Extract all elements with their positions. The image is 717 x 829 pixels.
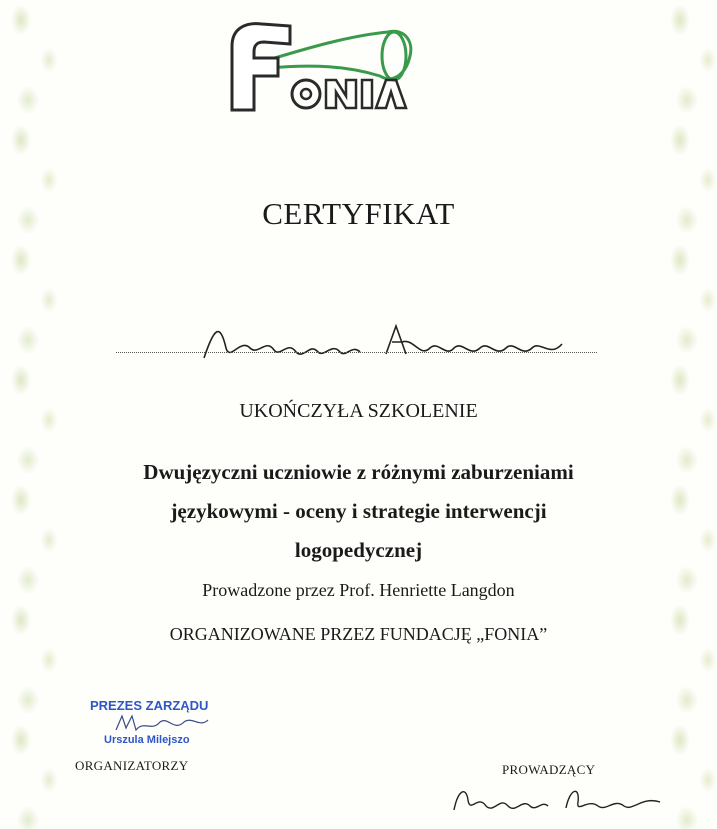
stamp-name: Urszula Milejszo	[104, 734, 190, 746]
leader-signature	[448, 780, 668, 820]
certificate-title: CERTYFIKAT	[262, 196, 455, 231]
president-signature	[112, 712, 212, 736]
course-line: Dwujęzyczni uczniowie z różnymi zaburzeniami	[143, 460, 574, 484]
recipient-signature	[200, 318, 580, 368]
organized-by-text: ORGANIZOWANE PRZEZ FUNDACJĘ „FONIA”	[169, 624, 548, 644]
fonia-logo	[228, 18, 418, 118]
led-by-text: Prowadzone przez Prof. Henriette Langdon	[202, 580, 515, 600]
course-line: językowymi - oceny i strategie interwencji	[170, 499, 547, 523]
organizers-label: ORGANIZATORZY	[75, 758, 189, 773]
president-stamp	[82, 698, 232, 752]
name-dotted-line	[116, 352, 597, 353]
completed-training-label: UKOŃCZYŁA SZKOLENIE	[239, 400, 478, 422]
course-line: logopedycznej	[294, 538, 423, 562]
course-title	[60, 453, 657, 570]
stamp-title: PREZES ZARZĄDU	[90, 698, 209, 713]
leader-label: PROWADZĄCY	[502, 762, 596, 777]
